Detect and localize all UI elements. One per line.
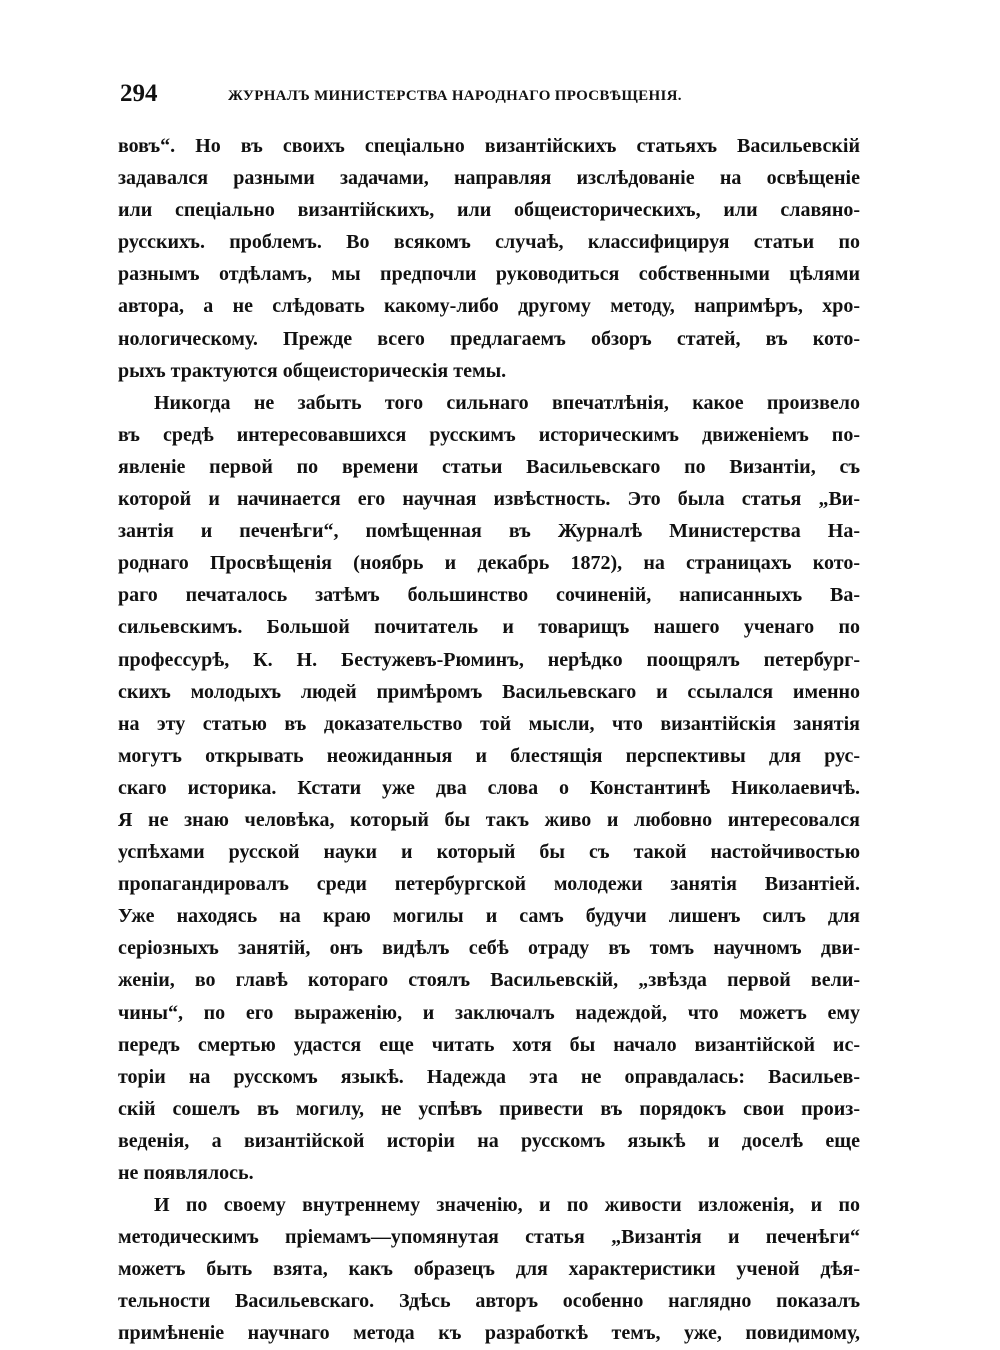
text-line: которой и начинается его научная извѣстность. Это была статья „Ви- <box>118 488 860 511</box>
text-line: пропагандировалъ среди петербургской молодежи занятія Византіей. <box>118 873 860 896</box>
running-title: ЖУРНАЛЪ МИНИСТЕРСТВА НАРОДНАГО ПРОСВѢЩЕНІЯ. <box>228 88 682 104</box>
text-line: зантія и печенѣги“, помѣщенная въ Журналѣ Министерства На- <box>118 520 860 543</box>
text-line: веденія, а византійской исторіи на русскомъ языкѣ и доселѣ еще <box>118 1129 860 1152</box>
text-line: методическимъ пріемамъ—упомянутая статья „Византія и печенѣги“ <box>118 1226 860 1249</box>
text-line: въ средѣ интересовавшихся русскимъ историческимъ движеніемъ по- <box>118 423 860 446</box>
text-line: или спеціально византійскихъ, или общеисторическихъ, или славяно- <box>118 199 860 222</box>
page-number: 294 <box>120 80 158 107</box>
text-line: сильевскимъ. Большой почитатель и товарищъ нашего ученаго по <box>118 616 860 639</box>
paragraph <box>118 387 860 1189</box>
paragraph <box>118 130 860 387</box>
text-line: примѣненіе научнаго метода къ разработкѣ темъ, уже, повидимому, <box>118 1322 860 1345</box>
text-line: чины“, по его выраженію, и заключалъ надеждой, что можетъ ему <box>118 1001 860 1024</box>
text-line: Никогда не забыть того сильнаго впечатлѣнія, какое произвело <box>154 391 860 414</box>
text-line: Я не знаю человѣка, который бы такъ живо и любовно интересовался <box>118 808 860 831</box>
text-line: разнымъ отдѣламъ, мы предпочли руководиться собственными цѣлями <box>118 263 860 286</box>
text-line: успѣхами русской науки и который бы съ такой настойчивостью <box>118 841 860 864</box>
text-line: тельности Васильевскаго. Здѣсь авторъ особенно наглядно показалъ <box>118 1290 860 1313</box>
text-line: вовъ“. Но въ своихъ спеціально византійскихъ статьяхъ Васильевскій <box>118 135 860 157</box>
text-line: рыхъ трактуются общеисторическія темы. <box>118 359 507 382</box>
text-line: И по своему внутреннему значенію, и по живости изложенія, и по <box>154 1194 860 1217</box>
body-text <box>118 130 860 1350</box>
text-line: русскихъ. проблемъ. Во всякомъ случаѣ, классифицируя статьи по <box>118 231 860 254</box>
text-line: явленіе первой по времени статьи Васильевскаго по Византіи, съ <box>118 455 860 478</box>
text-line: серіозныхъ занятій, онъ видѣлъ себѣ отраду въ томъ научномъ дви- <box>118 937 860 960</box>
text-line: женіи, во главѣ котораго стоялъ Васильевскій, „звѣзда первой вели- <box>118 969 860 992</box>
text-line: скаго историка. Кстати уже два слова о Константинѣ Николаевичѣ. <box>118 776 860 799</box>
text-line: скихъ молодыхъ людей примѣромъ Васильевскаго и ссылался именно <box>118 680 860 703</box>
text-line: Уже находясь на краю могилы и самъ будучи лишенъ силъ для <box>118 905 860 928</box>
text-line: могутъ открывать неожиданныя и блестящія перспективы для рус- <box>118 744 860 767</box>
text-line: раго печаталось затѣмъ большинство сочиненій, написанныхъ Ва- <box>118 584 860 607</box>
text-line: задавался разными задачами, направляя изслѣдованіе на освѣщеніе <box>118 167 860 190</box>
page-header <box>120 80 860 110</box>
text-line: можетъ быть взята, какъ образецъ для характеристики ученой дѣя- <box>118 1258 860 1281</box>
text-line: передъ смертью удастся еще читать хотя бы начало византійской ис- <box>118 1033 860 1056</box>
paragraph <box>118 1189 860 1349</box>
text-line: скій сошелъ въ могилу, не успѣвъ привести въ порядокъ свои произ- <box>118 1097 860 1120</box>
text-line: профессурѣ, К. Н. Бестужевъ-Рюминъ, нерѣдко поощрялъ петербург- <box>118 648 860 671</box>
text-line: не появлялось. <box>118 1162 254 1184</box>
text-line: торіи на русскомъ языкѣ. Надежда эта не оправдалась: Васильев- <box>118 1065 860 1088</box>
text-line: нологическому. Прежде всего предлагаемъ обзоръ статей, въ кото- <box>118 327 860 350</box>
text-line: на эту статью въ доказательство той мысли, что византійскія занятія <box>118 712 860 735</box>
text-line: автора, а не слѣдовать какому-либо другому методу, напримѣръ, хро- <box>118 295 860 318</box>
text-line: роднаго Просвѣщенія (ноябрь и декабрь 1872), на страницахъ кото- <box>118 552 860 575</box>
